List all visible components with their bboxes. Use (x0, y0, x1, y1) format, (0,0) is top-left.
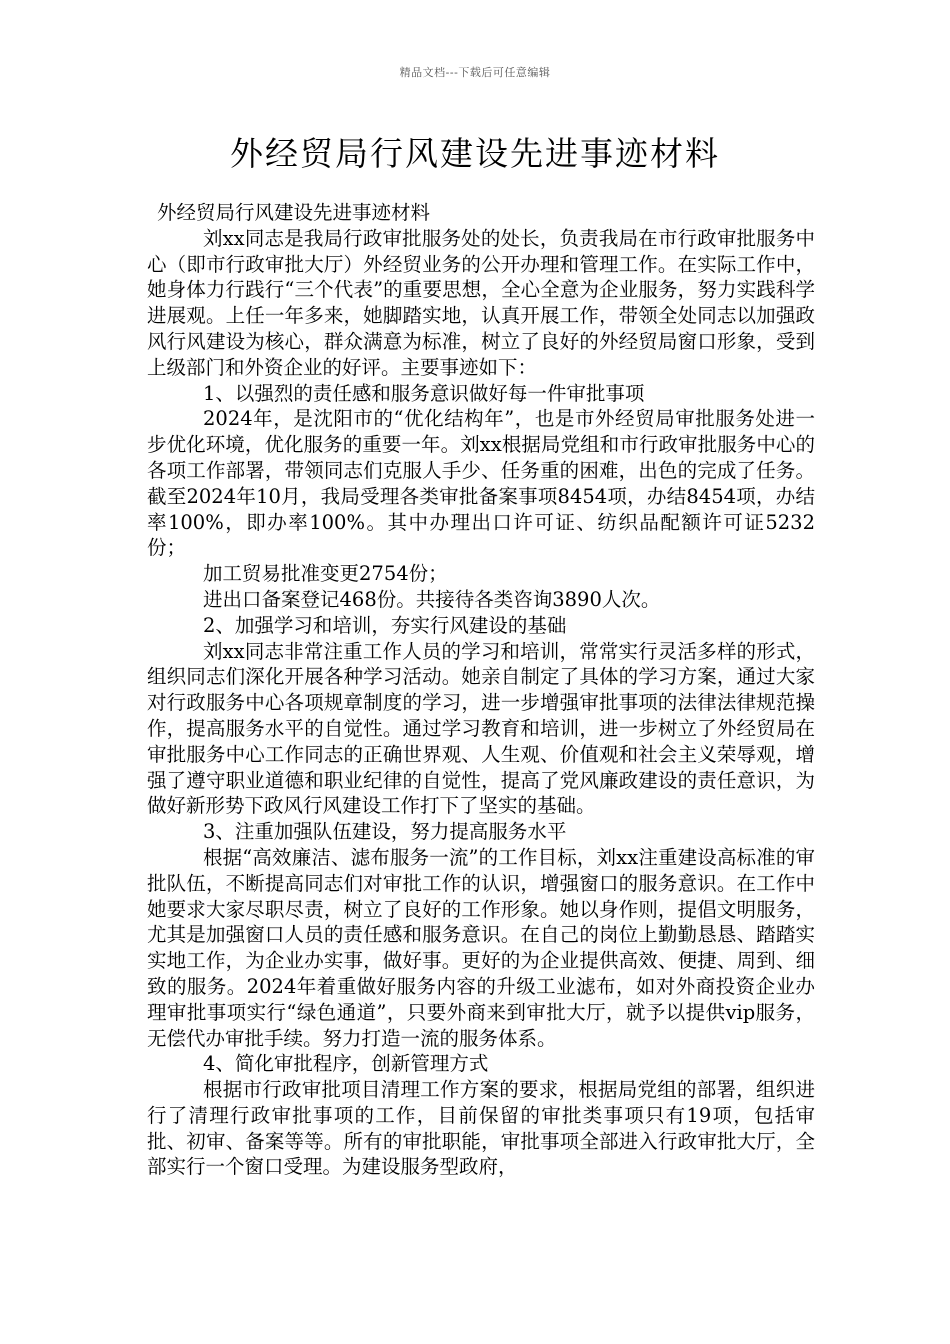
document-body (147, 200, 815, 1180)
paragraph-section-2: 刘xx同志非常注重工作人员的学习和培训，常常实行灵活多样的形式，组织同志们深化开展各种学习活动。她亲自制定了具体的学习方案，通过大家对行政服务中心各项规章制度的学习，进一步增强审批事项的法律法律规范操作，提高服务水平的自觉性。通过学习教育和培训，进一步树立了外经贸局在审批服务中心工作同志的正确世界观、人生观、价值观和社会主义荣辱观，增强了遵守职业道德和职业纪律的自觉性，提高了党风廉政建设的责任意识，为做好新形势下政风行风建设工作打下了坚实的基础。 (147, 639, 815, 818)
section-heading-2: 2、加强学习和培训，夯实行风建设的基础 (203, 613, 567, 637)
paragraph-intro: 刘xx同志是我局行政审批服务处的处长，负责我局在市行政审批服务中心（即市行政审批大厅）外经贸业务的公开办理和管理工作。在实际工作中，她身体力行践行“三个代表”的重要思想，全心全意为企业服务，努力实践科学进展观。上任一年多来，她脚踏实地，认真开展工作，带领全处同志以加强政风行风建设为核心，群众满意为标准，树立了良好的外经贸局窗口形象，受到上级部门和外资企业的好评。主要事迹如下： (147, 226, 815, 379)
paragraph-section-3: 根据“高效廉洁、滤布服务一流”的工作目标，刘xx注重建设高标准的审批队伍，不断提高同志们对审批工作的认识，增强窗口的服务意识。在工作中她要求大家尽职尽责，树立了良好的工作形象。她以身作则，提倡文明服务，尤其是加强窗口人员的责任感和服务意识。在自己的岗位上勤勤恳恳、踏踏实实地工作，为企业办实事，做好事。更好的为企业提供高效、便捷、周到、细致的服务。2024年着重做好服务内容的升级工业滤布，如对外商投资企业办理审批事项实行“绿色通道”，只要外商来到审批大厅，就予以提供vip服务，无偿代办审批手续。努力打造一流的服务体系。 (147, 845, 815, 1050)
section-heading-1: 1、以强烈的责任感和服务意识做好每一件审批事项 (203, 381, 645, 405)
section-heading-3: 3、注重加强队伍建设，努力提高服务水平 (203, 820, 567, 844)
paragraph-section-1: 2024年，是沈阳市的“优化结构年”，也是市外经贸局审批服务处进一步优化环境，优化服务的重要一年。刘xx根据局党组和市行政审批服务中心的各项工作部署，带领同志们克服人手少、任务重的困难，出色的完成了任务。截至2024年10月，我局受理各类审批备案事项8454项，办结8454项，办结率100%，即办率100%。其中办理出口许可证、纺织品配额许可证5232份； (147, 407, 815, 560)
document-subtitle: 外经贸局行风建设先进事迹材料 (157, 201, 431, 224)
document-title: 外经贸局行风建设先进事迹材料 (230, 134, 720, 173)
paragraph-section-4: 根据市行政审批项目清理工作方案的要求，根据局党组的部署，组织进行了清理行政审批事项的工作，目前保留的审批类事项只有19项，包括审批、初审、备案等等。所有的审批职能，审批事项全部进入行政审批大厅，全部实行一个窗口受理。为建设服务型政府， (147, 1078, 815, 1179)
paragraph-section-1-item-1: 加工贸易批准变更2754份； (203, 562, 448, 586)
header-note: 精品文档---下载后可任意编辑 (399, 66, 551, 79)
section-heading-4: 4、简化审批程序，创新管理方式 (203, 1052, 489, 1076)
paragraph-section-1-item-2: 进出口备案登记468份。共接待各类咨询3890人次。 (203, 587, 661, 611)
